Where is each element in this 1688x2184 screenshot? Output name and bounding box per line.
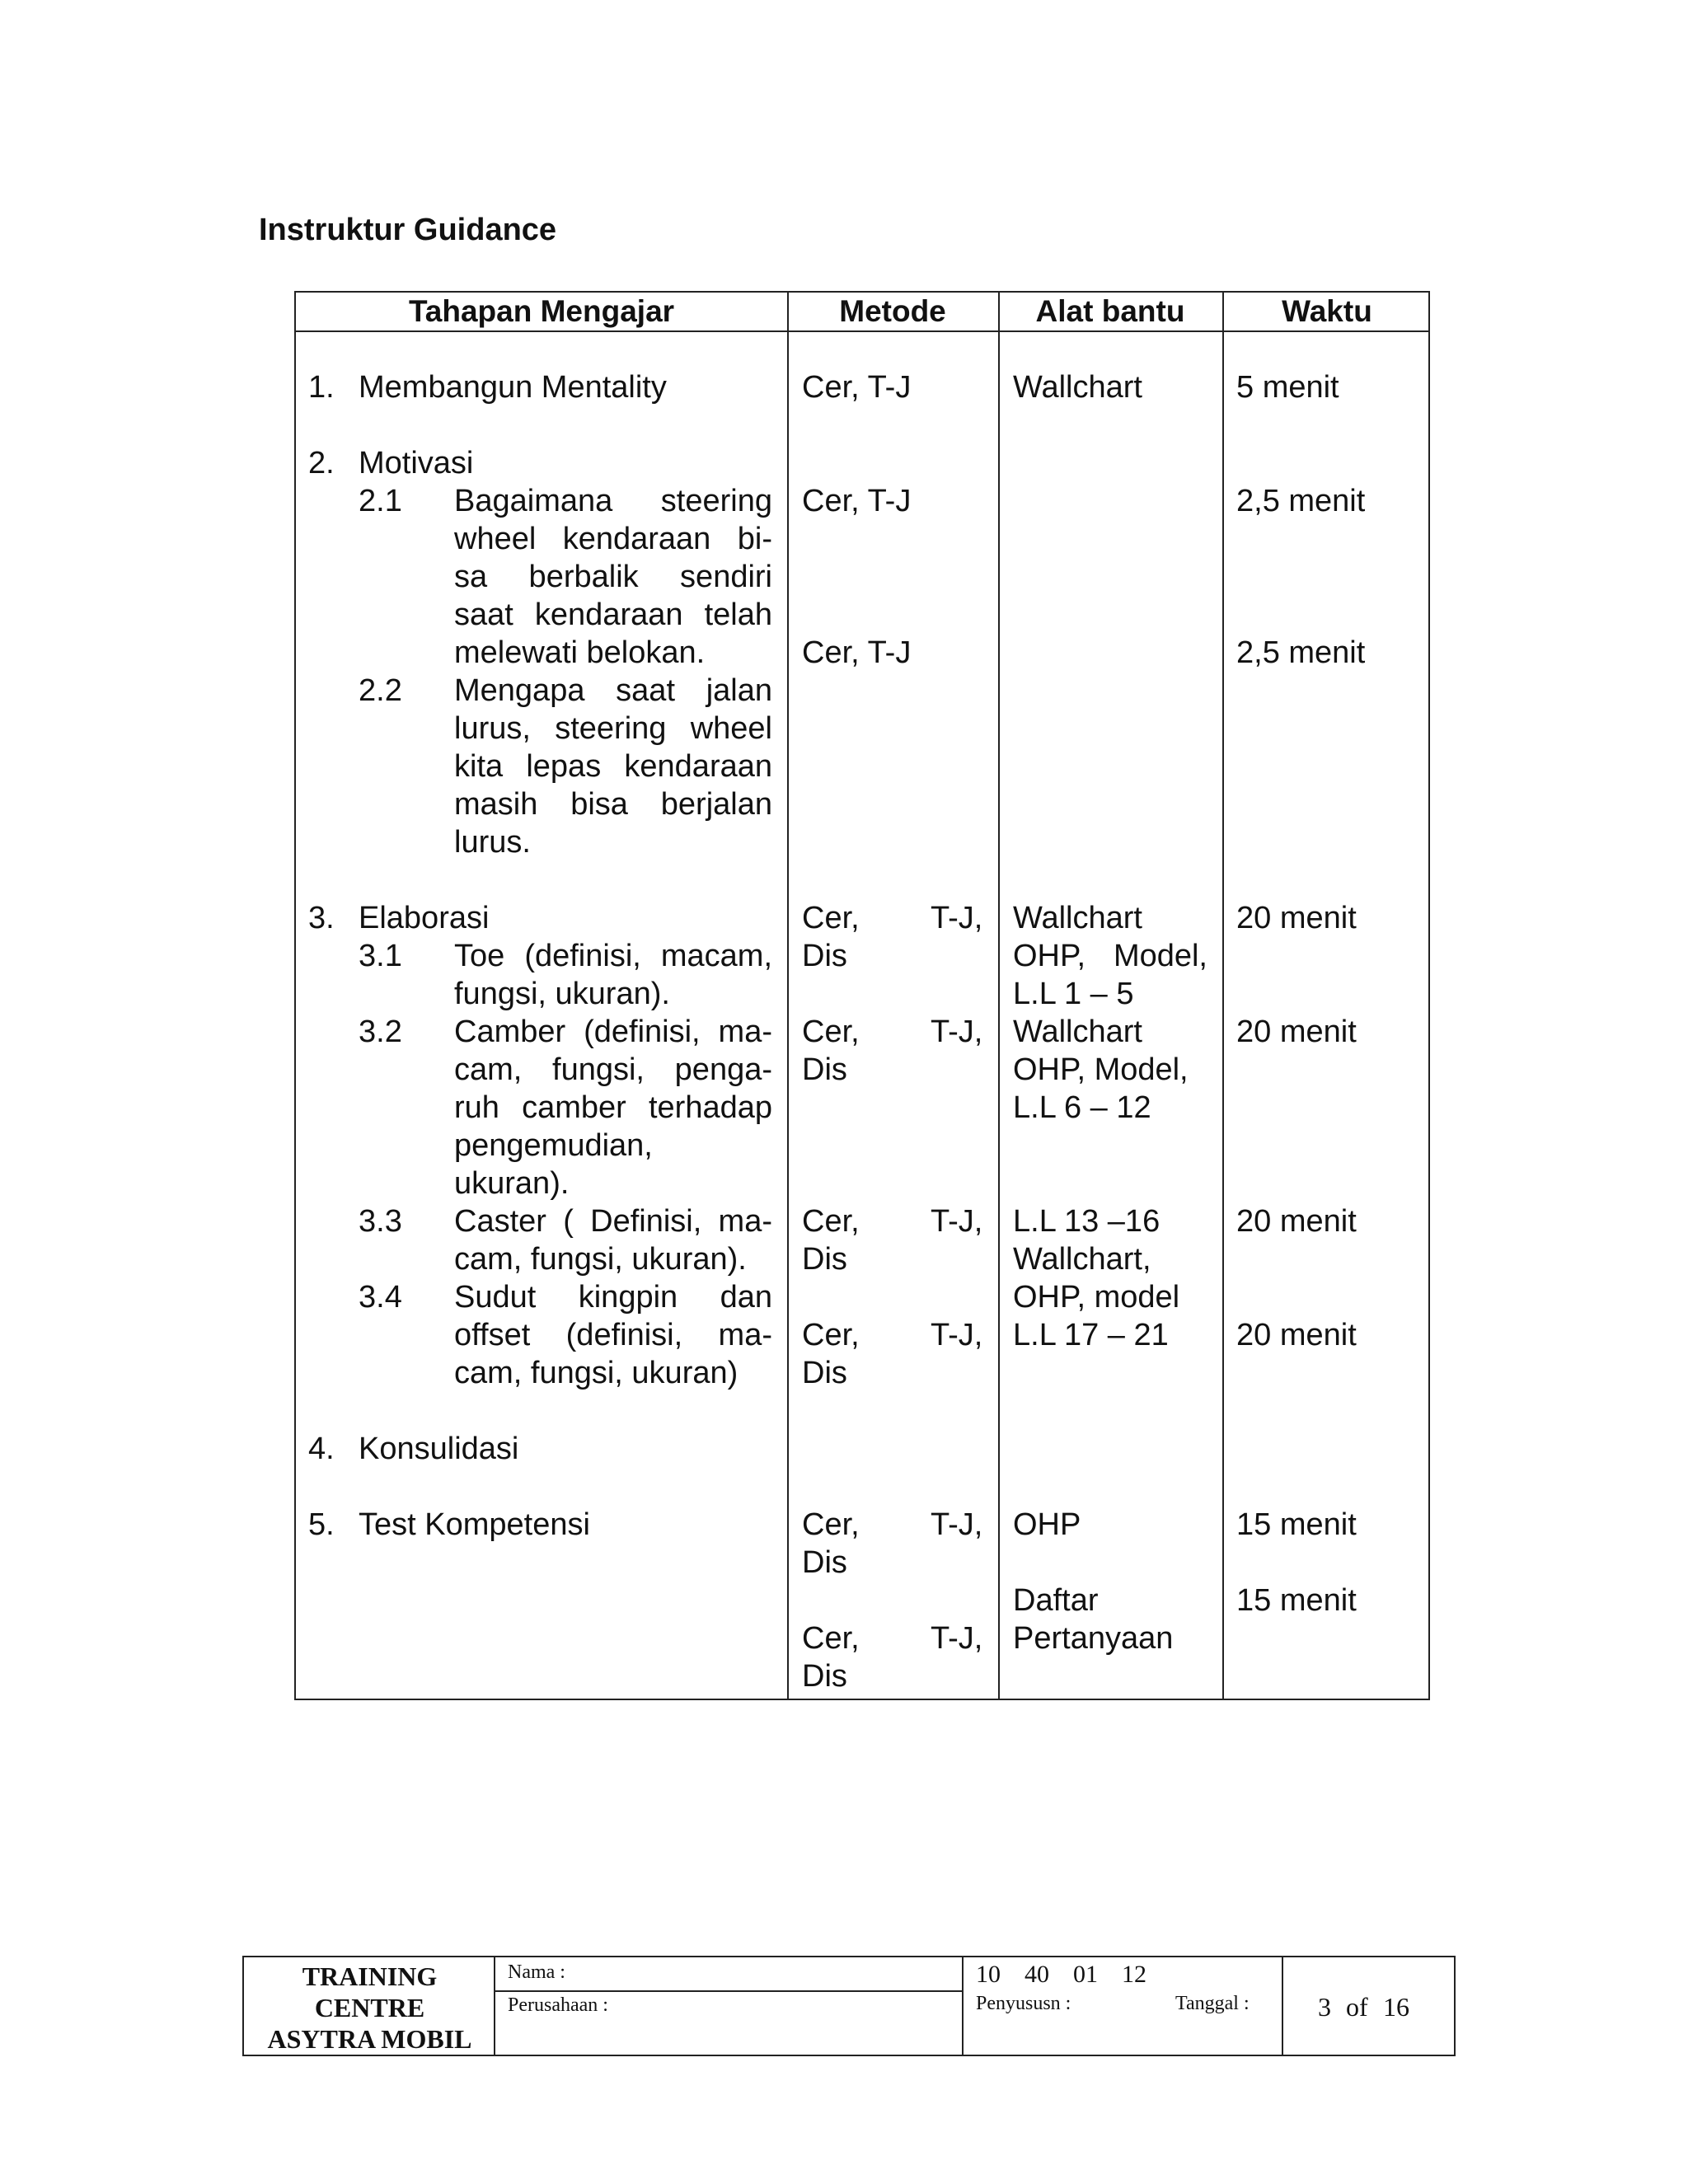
subitem-line: kita lepas kendaraan bbox=[454, 749, 772, 784]
waktu-cell: 20 menit bbox=[1236, 1015, 1357, 1049]
footer-divider bbox=[494, 1990, 962, 1992]
waktu-cell: 15 menit bbox=[1236, 1583, 1357, 1618]
waktu-cell: 2,5 menit bbox=[1236, 635, 1366, 670]
subitem-line: masih bisa berjalan bbox=[454, 787, 772, 822]
metode-cell: Cer, T-J bbox=[802, 635, 912, 670]
subitem-line: melewati belokan. bbox=[454, 635, 706, 670]
subitem-line: lurus, steering wheel bbox=[454, 711, 772, 746]
alat-cell: L.L 13 –16 bbox=[1013, 1204, 1160, 1239]
alat-cell: Daftar bbox=[1013, 1583, 1099, 1618]
alat-cell: OHP, Model, bbox=[1013, 1052, 1189, 1087]
metode-cell: Cer, T-J bbox=[802, 484, 912, 518]
metode-cell: Cer, bbox=[802, 1621, 860, 1656]
item-number: 1. bbox=[308, 370, 335, 405]
alat-cell: OHP bbox=[1013, 1507, 1081, 1542]
alat-cell: L.L 17 – 21 bbox=[1013, 1318, 1169, 1352]
item-number: 3. bbox=[308, 901, 335, 935]
alat-cell: Wallchart bbox=[1013, 370, 1142, 405]
column-divider bbox=[998, 293, 1000, 1699]
subitem-number: 2.1 bbox=[359, 484, 402, 518]
alat-cell: L.L 1 – 5 bbox=[1013, 977, 1134, 1011]
header-metode: Metode bbox=[839, 294, 946, 328]
metode-cell: Cer, bbox=[802, 1015, 860, 1049]
doc-code-part: 01 bbox=[1073, 1961, 1098, 1988]
item-label: Konsulidasi bbox=[359, 1432, 519, 1466]
page-title: Instruktur Guidance bbox=[259, 213, 557, 247]
subitem-number: 3.1 bbox=[359, 939, 402, 973]
subitem-line: Mengapa saat jalan bbox=[454, 673, 772, 708]
subitem-line: ruh camber terhadap bbox=[454, 1090, 772, 1125]
subitem-line: cam, fungsi, ukuran) bbox=[454, 1356, 738, 1390]
header-divider bbox=[296, 330, 1428, 332]
training-centre-label: TRAINING CENTRE ASYTRA MOBIL bbox=[267, 1961, 472, 2054]
metode-cell: Dis bbox=[802, 939, 847, 973]
alat-cell: Wallchart bbox=[1013, 1015, 1142, 1049]
item-label: Test Kompetensi bbox=[359, 1507, 590, 1542]
subitem-line: Bagaimana steering bbox=[454, 484, 772, 518]
footer-divider bbox=[962, 1957, 964, 2055]
subitem-line: offset (definisi, ma- bbox=[454, 1318, 772, 1352]
alat-cell: OHP, Model, bbox=[1013, 939, 1207, 973]
doc-code-part: 40 bbox=[1025, 1961, 1049, 1988]
metode-cell: T-J, bbox=[931, 1015, 983, 1049]
subitem-line: Sudut kingpin dan bbox=[454, 1280, 772, 1315]
waktu-cell: 15 menit bbox=[1236, 1507, 1357, 1542]
penyusun-label: Penyususn : bbox=[976, 1993, 1071, 2014]
subitem-line: ukuran). bbox=[454, 1166, 570, 1201]
nama-label: Nama : bbox=[508, 1961, 565, 1983]
subitem-number: 3.3 bbox=[359, 1204, 402, 1239]
perusahaan-label: Perusahaan : bbox=[508, 1994, 608, 2016]
item-label: Membangun Mentality bbox=[359, 370, 667, 405]
subitem-line: saat kendaraan telah bbox=[454, 598, 772, 632]
metode-cell: T-J, bbox=[931, 1621, 983, 1656]
alat-cell: OHP, model bbox=[1013, 1280, 1180, 1315]
metode-cell: Dis bbox=[802, 1659, 847, 1694]
metode-cell: T-J, bbox=[931, 1318, 983, 1352]
alat-cell: L.L 6 – 12 bbox=[1013, 1090, 1151, 1125]
waktu-cell: 20 menit bbox=[1236, 1318, 1357, 1352]
metode-cell: T-J, bbox=[931, 901, 983, 935]
teaching-plan-table bbox=[294, 291, 1430, 1700]
waktu-cell: 2,5 menit bbox=[1236, 484, 1366, 518]
footer-divider bbox=[1282, 1957, 1283, 2055]
waktu-cell: 20 menit bbox=[1236, 1204, 1357, 1239]
item-label: Elaborasi bbox=[359, 901, 490, 935]
subitem-number: 3.2 bbox=[359, 1015, 402, 1049]
subitem-line: Camber (definisi, ma- bbox=[454, 1015, 772, 1049]
subitem-line: Toe (definisi, macam, bbox=[454, 939, 772, 973]
column-divider bbox=[1222, 293, 1224, 1699]
subitem-line: wheel kendaraan bi- bbox=[454, 522, 772, 556]
waktu-cell: 20 menit bbox=[1236, 901, 1357, 935]
page-total: 16 bbox=[1383, 1992, 1409, 2022]
subitem-line: cam, fungsi, ukuran). bbox=[454, 1242, 747, 1277]
metode-cell: Cer, bbox=[802, 901, 860, 935]
waktu-cell: 5 menit bbox=[1236, 370, 1339, 405]
subitem-line: cam, fungsi, penga- bbox=[454, 1052, 772, 1087]
metode-cell: Dis bbox=[802, 1242, 847, 1277]
item-number: 5. bbox=[308, 1507, 335, 1542]
alat-cell: Wallchart bbox=[1013, 901, 1142, 935]
metode-cell: Dis bbox=[802, 1356, 847, 1390]
item-number: 2. bbox=[308, 446, 335, 480]
doc-code-part: 10 bbox=[976, 1961, 1001, 1988]
metode-cell: Cer, bbox=[802, 1204, 860, 1239]
metode-cell: Cer, bbox=[802, 1318, 860, 1352]
header-alat-bantu: Alat bantu bbox=[1035, 294, 1185, 328]
metode-cell: Cer, bbox=[802, 1507, 860, 1542]
column-divider bbox=[787, 293, 789, 1699]
header-waktu: Waktu bbox=[1282, 294, 1372, 328]
item-number: 4. bbox=[308, 1432, 335, 1466]
doc-code-part: 12 bbox=[1122, 1961, 1146, 1988]
item-label: Motivasi bbox=[359, 446, 474, 480]
document-footer bbox=[242, 1956, 1456, 2056]
subitem-line: fungsi, ukuran). bbox=[454, 977, 670, 1011]
metode-cell: Cer, T-J bbox=[802, 370, 912, 405]
alat-cell: Wallchart, bbox=[1013, 1242, 1151, 1277]
metode-cell: T-J, bbox=[931, 1204, 983, 1239]
metode-cell: Dis bbox=[802, 1052, 847, 1087]
subitem-number: 2.2 bbox=[359, 673, 402, 708]
alat-cell: Pertanyaan bbox=[1013, 1621, 1174, 1656]
metode-cell: Dis bbox=[802, 1545, 847, 1580]
page-number: 3 bbox=[1318, 1992, 1331, 2022]
page-of: of bbox=[1346, 1992, 1368, 2022]
tanggal-label: Tanggal : bbox=[1175, 1993, 1250, 2014]
subitem-line: pengemudian, bbox=[454, 1128, 653, 1163]
header-tahapan: Tahapan Mengajar bbox=[408, 294, 675, 328]
subitem-line: sa berbalik sendiri bbox=[454, 560, 772, 594]
subitem-line: lurus. bbox=[454, 825, 531, 860]
subitem-number: 3.4 bbox=[359, 1280, 402, 1315]
subitem-line: Caster ( Definisi, ma- bbox=[454, 1204, 772, 1239]
metode-cell: T-J, bbox=[931, 1507, 983, 1542]
